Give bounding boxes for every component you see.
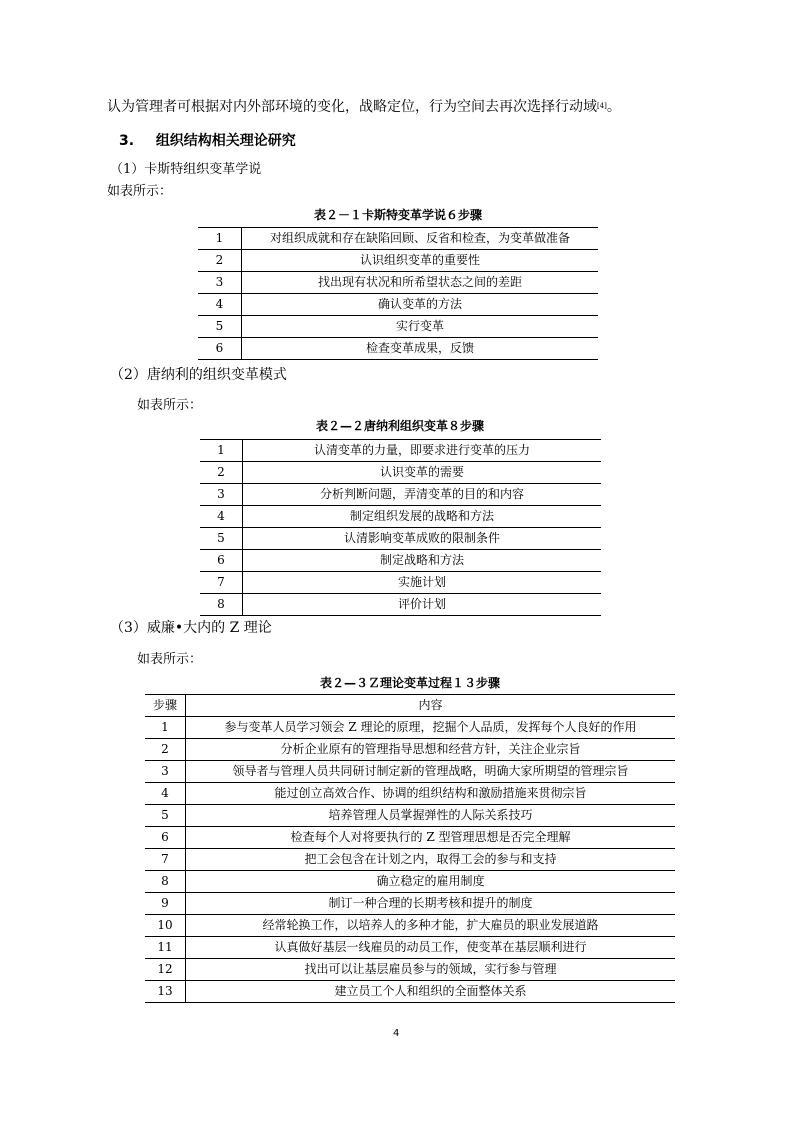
step-number: 7	[145, 849, 186, 871]
citation-ref: [4]	[597, 102, 607, 110]
table-row	[145, 761, 675, 783]
step-description: 领导者与管理人员共同研讨制定新的管理战略，明确大家所期望的管理宗旨	[186, 761, 676, 783]
table-row	[198, 272, 598, 294]
table-row	[198, 338, 598, 360]
column-header-content: 内容	[186, 695, 676, 717]
step-number: 6	[145, 827, 186, 849]
step-description: 制定组织发展的战略和方法	[243, 506, 602, 528]
table-row	[145, 739, 675, 761]
intro-end: 。	[606, 99, 621, 115]
step-number: 4	[200, 506, 243, 528]
table-row	[145, 717, 675, 739]
table-row	[200, 506, 601, 528]
step-description: 实行变革	[242, 316, 599, 338]
step-number: 12	[145, 959, 186, 981]
intro-text: 认为管理者可根据对内外部环境的变化，战略定位，行为空间去再次选择行动域	[107, 99, 597, 115]
table-row	[200, 462, 601, 484]
step-number: 11	[145, 937, 186, 959]
step-description: 经常轮换工作，以培养人的多种才能，扩大雇员的职业发展道路	[186, 915, 676, 937]
step-number: 8	[200, 594, 243, 616]
step-number: 2	[200, 462, 243, 484]
step-number: 4	[198, 294, 242, 316]
table-row	[200, 550, 601, 572]
step-number: 9	[145, 893, 186, 915]
table-row	[145, 827, 675, 849]
intro-paragraph	[107, 98, 621, 116]
section-title: 组织结构相关理论研究	[155, 133, 296, 149]
page-number: 4	[393, 1028, 400, 1039]
step-number: 5	[198, 316, 242, 338]
table-donnelly-steps	[200, 439, 601, 616]
table-row	[200, 572, 601, 594]
table-kast-steps	[198, 227, 598, 360]
step-number: 2	[198, 250, 242, 272]
step-number: 1	[145, 717, 186, 739]
step-number: 8	[145, 871, 186, 893]
table2-caption: 表２—２唐纳利组织变革８步骤	[315, 419, 484, 433]
step-number: 3	[145, 761, 186, 783]
table-row	[198, 294, 598, 316]
table-row	[198, 250, 598, 272]
step-description: 培养管理人员掌握弹性的人际关系技巧	[186, 805, 676, 827]
table-row	[145, 937, 675, 959]
step-number: 6	[198, 338, 242, 360]
part2-lead: 如表所示：	[137, 398, 203, 413]
part1-heading: （1）卡斯特组织变革学说	[110, 162, 262, 177]
step-number: 2	[145, 739, 186, 761]
table1-caption: 表２－１卡斯特变革学说６步骤	[313, 208, 482, 222]
step-description: 制定战略和方法	[243, 550, 602, 572]
step-number: 1	[200, 440, 243, 462]
table-row	[200, 528, 601, 550]
step-description: 参与变革人员学习领会 Z 理论的原理，挖掘个人品质，发挥每个人良好的作用	[186, 717, 676, 739]
step-number: 4	[145, 783, 186, 805]
step-description: 实施计划	[243, 572, 602, 594]
table-row	[145, 915, 675, 937]
table-row	[145, 981, 675, 1003]
part2-heading: （2）唐纳利的组织变革模式	[110, 367, 287, 383]
step-description: 检查每个人对将要执行的 Z 型管理思想是否完全理解	[186, 827, 676, 849]
step-description: 认识组织变革的重要性	[242, 250, 599, 272]
table-row	[145, 849, 675, 871]
step-number: 13	[145, 981, 186, 1003]
part3-lead: 如表所示：	[137, 652, 203, 667]
step-description: 建立员工个人和组织的全面整体关系	[186, 981, 676, 1003]
table-row	[200, 440, 601, 462]
table-row	[200, 484, 601, 506]
table3-caption: 表２—３Ｚ理论变革过程１３步骤	[319, 676, 500, 690]
table-row	[145, 805, 675, 827]
table-row	[145, 959, 675, 981]
step-description: 对组织成就和存在缺陷回顾、反省和检查，为变革做准备	[242, 228, 599, 250]
column-header-step: 步骤	[145, 695, 186, 717]
step-description: 确认变革的方法	[242, 294, 599, 316]
table-row	[200, 594, 601, 616]
step-description: 确立稳定的雇用制度	[186, 871, 676, 893]
table-row	[145, 893, 675, 915]
step-description: 找出可以让基层雇员参与的领域，实行参与管理	[186, 959, 676, 981]
step-description: 分析企业原有的管理指导思想和经营方针，关注企业宗旨	[186, 739, 676, 761]
step-number: 6	[200, 550, 243, 572]
step-description: 把工会包含在计划之内，取得工会的参与和支持	[186, 849, 676, 871]
step-description: 能过创立高效合作、协调的组织结构和激励措施来贯彻宗旨	[186, 783, 676, 805]
step-description: 认真做好基层一线雇员的动员工作，使变革在基层顺利进行	[186, 937, 676, 959]
step-description: 找出现有状况和所希望状态之间的差距	[242, 272, 599, 294]
table-row	[145, 871, 675, 893]
step-number: 10	[145, 915, 186, 937]
table-z-theory-steps	[145, 694, 675, 1003]
part1-lead: 如表所示：	[107, 184, 173, 199]
table-row	[198, 228, 598, 250]
section-heading	[119, 130, 296, 150]
step-description: 分析判断问题，弄清变革的目的和内容	[243, 484, 602, 506]
step-description: 认清变革的力量，即要求进行变革的压力	[243, 440, 602, 462]
part3-heading: （3）威廉•大内的 Z 理论	[110, 620, 272, 636]
step-number: 1	[198, 228, 242, 250]
table-row	[145, 783, 675, 805]
step-number: 5	[145, 805, 186, 827]
step-description: 检查变革成果，反馈	[242, 338, 599, 360]
step-number: 5	[200, 528, 243, 550]
step-number: 7	[200, 572, 243, 594]
table-row	[198, 316, 598, 338]
step-number: 3	[198, 272, 242, 294]
step-description: 认清影响变革成败的限制条件	[243, 528, 602, 550]
step-description: 认识变革的需要	[243, 462, 602, 484]
table-header-row	[145, 695, 675, 717]
section-number: 3.	[119, 133, 135, 149]
step-description: 制订一种合理的长期考核和提升的制度	[186, 893, 676, 915]
step-description: 评价计划	[243, 594, 602, 616]
step-number: 3	[200, 484, 243, 506]
